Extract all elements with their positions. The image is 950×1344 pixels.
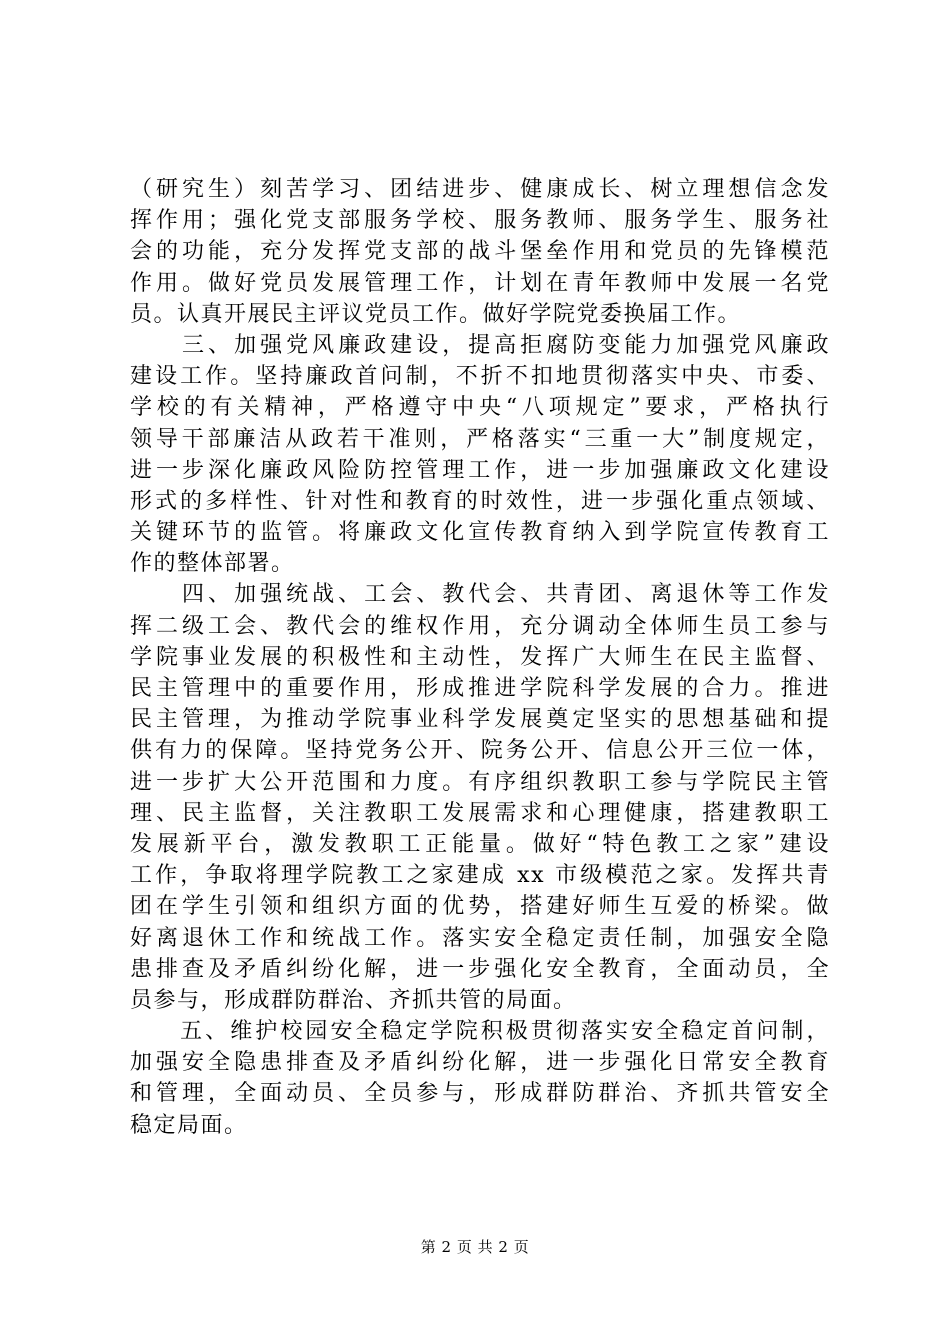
body-line: 和管理，全面动员、全员参与，形成群防群治、齐抓共管安全 [130,1081,830,1107]
body-line: 建设工作。坚持廉政首问制，不折不扣地贯彻落实中央、市委、 [130,364,830,390]
document-body [130,174,830,1141]
body-line: 作的整体部署。 [130,551,295,577]
body-line: 患排查及矛盾纠纷化解，进一步强化安全教育，全面动员，全 [130,956,830,982]
body-line: 发展新平台，激发教职工正能量。做好“特色教工之家”建设 [130,831,830,857]
body-line: 挥作用；强化党支部服务学校、服务教师、服务学生、服务社 [130,208,830,234]
body-line: 员参与，形成群防群治、齐抓共管的局面。 [130,987,577,1013]
body-line: 团在学生引领和组织方面的优势，搭建好师生互爱的桥梁。做 [130,894,830,920]
body-line: 民主管理中的重要作用，形成推进学院科学发展的合力。推进 [130,676,830,701]
body-line: 进一步深化廉政风险防控管理工作，进一步加强廉政文化建设 [130,457,830,483]
body-line: 形式的多样性、针对性和教育的时效性，进一步强化重点领域、 [130,488,830,514]
body-line: 学校的有关精神，严格遵守中央“八项规定”要求，严格执行 [130,395,830,421]
body-line: （研究生）刻苦学习、团结进步、健康成长、树立理想信念发 [130,177,830,202]
body-line: 稳定局面。 [130,1112,248,1138]
body-line: 五、维护校园安全稳定学院积极贯彻落实安全稳定首问制， [130,1019,830,1045]
body-line: 关键环节的监管。将廉政文化宣传教育纳入到学院宣传教育工 [130,520,830,546]
body-line: 员。认真开展民主评议党员工作。做好学院党委换届工作。 [130,301,742,327]
body-line: 学院事业发展的积极性和主动性，发挥广大师生在民主监督、 [130,644,830,670]
body-line: 加强安全隐患排查及矛盾纠纷化解，进一步强化日常安全教育 [130,1050,830,1076]
page-number-footer: 第 2 页 共 2 页 [420,1238,530,1256]
body-line: 会的功能，充分发挥党支部的战斗堡垒作用和党员的先锋模范 [130,239,830,265]
body-line: 好离退休工作和统战工作。落实安全稳定责任制，加强安全隐 [130,925,830,951]
body-line: 领导干部廉洁从政若干准则，严格落实“三重一大”制度规定， [130,426,830,452]
body-line: 民主管理，为推动学院事业科学发展奠定坚实的思想基础和提 [130,707,830,733]
body-line: 作用。做好党员发展管理工作，计划在青年教师中发展一名党 [130,270,830,296]
body-line: 供有力的保障。坚持党务公开、院务公开、信息公开三位一体， [130,738,830,764]
body-line: 挥二级工会、教代会的维权作用，充分调动全体师生员工参与 [130,613,830,639]
body-line: 三、加强党风廉政建设，提高拒腐防变能力加强党风廉政 [130,332,830,358]
body-line: 工作，争取将理学院教工之家建成 xx 市级模范之家。发挥共青 [130,863,830,889]
body-line: 理、民主监督，关注教职工发展需求和心理健康，搭建教职工 [130,800,830,826]
body-line: 四、加强统战、工会、教代会、共青团、离退休等工作发 [130,582,830,608]
body-line: 进一步扩大公开范围和力度。有序组织教职工参与学院民主管 [130,769,830,795]
